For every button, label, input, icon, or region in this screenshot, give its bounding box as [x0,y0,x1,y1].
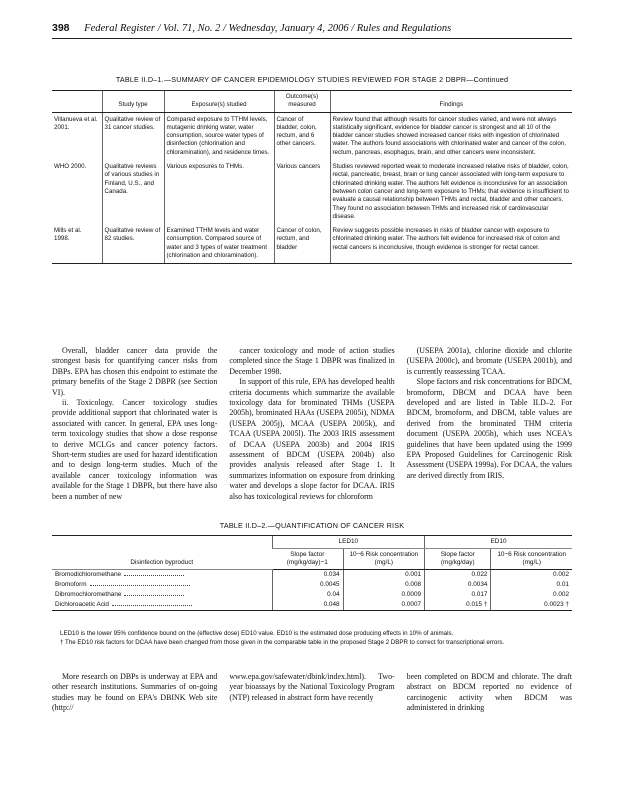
table1 [52,90,572,264]
table2-caption: TABLE II.D–2.—QUANTIFICATION OF CANCER RISK [219,521,405,530]
study-findings: Review suggests possible increases in risks of bladder cancer with exposure to chlorinated drinking water. The authors felt evidence for increased risk of colon and rectal cancers is inconclusive, though evidence is stronger for rectal cancer. [330,224,572,264]
paragraph: been completed on BDCM and chlorate. The draft abstract on BDCM reported no evidence of carcinogenic activity when BDCM was administered in drinking [406,672,572,713]
paragraph: In support of this rule, EPA has developed health criteria documents which summarize the available toxicology data for brominated THMs (USEPA 2005h), brominated HAAs (USEPA 2005i), NDMA (USEPA 2005j), MCAA (USEPA 2005k), and TCAA (USEPA 2005l). The 2003 IRIS assessment of DCAA (USEPA 2003b) and 2004 IRIS assessment of BDCM (USEPA 2004b) also provides analysis released after Stage 1. It summarizes information on exposure from drinking water and develops a slope factor for DCAA. IRIS also has toxicological reviews for chloroform [229,377,395,501]
slope-led: 0.034 [272,570,343,581]
paragraph: More research on DBPs is underway at EPA and other research institutions. Summaries of on-going studies may be found on EPA's DBINK Web site (http:// [52,672,218,713]
table1-header-outcome: Outcome(s) measured [274,91,330,113]
paragraph: ii. Toxicology. Cancer toxicology studies provide additional support that chlorinated water is associated with cancer. In general, EPA uses long-term toxicology studies that show a dose response to derive MCLGs and cancer potency factors. Short-term studies are used for hazard identification and to design long-term studies. Much of the available cancer toxicology information was available for the Stage 1 DBPR, but there have also been a number of new [52,398,218,501]
page-number: 398 [52,22,70,34]
continuation-column-2 [229,672,394,714]
study-findings: Review found that although results for cancer studies varied, and were not always statistically significant, evidence for bladder cancer is strongest and all 10 of the bladder cancer studies showed increased cancer risks with ingestion of chlorinated water. The authors found associations with chlorinated water and cancer of the colon, rectum, pancreas, esophagus, brain, and other cancers were inconsistent. [330,112,572,160]
slope-ed: 0.0034 [425,580,491,590]
table-row [52,570,572,581]
table2-header-risk-ed: 10−6 Risk concentration (mg/L) [491,549,572,570]
risk-led: 0.0007 [343,600,425,611]
table2-header-slope-ed: Slope factor (mg/kg/day) [425,549,491,570]
page-header [52,22,572,34]
risk-ed: 0.0023 † [491,600,572,611]
slope-led: 0.04 [272,590,343,600]
body-column-1 [52,346,217,502]
table2-header-risk-led: 10−6 Risk concentration (mg/L) [343,549,425,570]
study-outcome: Various cancers [274,160,330,224]
slope-ed: 0.017 [425,590,491,600]
table-row [52,224,572,264]
continuation-column-3 [407,672,572,714]
risk-ed: 0.002 [491,590,572,600]
table1-header-exposure: Exposure(s) studied [164,91,274,113]
footnote: LED10 is the lower 95% confidence bound on the (effective dose) ED10 value. ED10 is the estimated dose producing effects in 10% of animals. [60,630,454,637]
slope-ed: 0.022 [425,570,491,581]
paragraph: Slope factors and risk concentrations for BDCM, bromoform, DBCM and DCAA have been developed and are listed in Table II.D–2. For BDCM, bromoform, and DBCM, table values are derived from the brominated THM criteria document (USEPA 2005h), which uses NCEA's guidelines that have been updated using the 1999 EPA Proposed Guidelines for Carcinogenic Risk Assessment (USEPA 1999a). For DCAA, the values are derived directly from IRIS. [406,377,572,480]
study-type: Qualitative review of 31 cancer studies. [102,112,164,160]
body-column-2 [229,346,394,502]
table2-group-ed10: ED10 [425,536,572,549]
risk-led: 0.0009 [343,590,425,600]
header-rule [52,38,572,39]
risk-ed: 0.002 [491,570,572,581]
slope-led: 0.048 [272,600,343,611]
byproduct-name: Dibromochloromethane [52,590,272,600]
table-row [52,112,572,160]
table2 [52,535,572,611]
study-exposure: Examined TTHM levels and water consumption. Compared source of water and 3 types of water treatment (chlorination and chloramination). [164,224,274,264]
table1-caption: TABLE II.D–1.—SUMMARY OF CANCER EPIDEMIOLOGY STUDIES REVIEWED FOR STAGE 2 DBPR—Continued [115,75,509,84]
byproduct-name: Bromoform [52,580,272,590]
slope-ed: 0.015 † [425,600,491,611]
study-type: Qualitative reviews of various studies in Finland, U.S., and Canada. [102,160,164,224]
study-reference: Villanueva et al. 2001. [54,115,98,131]
byproduct-name: Dichloroacetic Acid [52,600,272,611]
study-exposure: Compared exposure to TTHM levels, mutagenic drinking water, water consumption, source water types of disinfection (chlorination and chloramination), and residence times. [164,112,274,160]
table1-header-findings: Findings [330,91,572,113]
study-type: Qualitative review of 82 studies. [102,224,164,264]
table-row [52,600,572,611]
table2-header-slope-led: Slope factor (mg/kg/day)−1 [272,549,343,570]
body-text [52,346,572,502]
paragraph: Overall, bladder cancer data provide the strongest basis for quantifying cancer risks from DBPs. EPA has chosen this endpoint to estimate the primary benefits of the Stage 2 DBPR (see Section VI). [52,346,218,397]
table-row [52,590,572,600]
table-row [52,580,572,590]
study-findings: Studies reviewed reported weak to moderate increased relative risks of bladder, colon, rectal, pancreatic, breast, brain or lung cancer associated with long-term exposure to chlorinated drinking water. The authors felt evidence is inconclusive for an association between colon cancer and long-term exposure to THMs; that evidence is insufficient to evaluate a causal relationship between THMs and rectal, bladder and other cancers. They found no association between THMs and increased risk of cardiovascular disease. [330,160,572,224]
risk-led: 0.001 [343,570,425,581]
body-column-3 [407,346,572,502]
risk-ed: 0.01 [491,580,572,590]
table2-group-led10: LED10 [272,536,425,549]
paragraph: (USEPA 2001a), chlorine dioxide and chlorite (USEPA 2000c), and bromate (USEPA 2001b), and is currently reassessing TCAA. [406,346,572,376]
study-reference: Mills et al. 1998. [52,224,102,264]
paragraph: cancer toxicology and mode of action studies completed since the Stage 1 DBPR was finalized in December 1998. [229,346,395,376]
slope-led: 0.0045 [272,580,343,590]
table1-header-ref [52,91,102,113]
paragraph: www.epa.gov/safewater/dbink/index.html). Two-year bioassays by the National Toxicology Program (NTP) released in abstract form have recently [229,672,395,702]
table2-header-product: Disinfection byproduct [52,536,272,570]
table2-footnotes [52,630,572,648]
study-reference: WHO 2000. [54,163,87,171]
running-head: Federal Register / Vol. 71, No. 2 / Wednesday, January 4, 2006 / Rules and Regulations [84,23,452,34]
footnote: † The ED10 risk factors for DCAA have been changed from those given in the comparable table in the proposed Stage 2 DBPR to correct for transcriptional errors. [60,639,505,647]
study-exposure: Various exposures to THMs. [164,160,274,224]
continuation-text [52,672,572,714]
byproduct-name: Bromodichloromethane [52,570,272,581]
study-outcome: Cancer of colon, rectum, and bladder [274,224,330,264]
table1-header-type: Study type [102,91,164,113]
study-outcome: Cancer of bladder, colon, rectum, and 6 other cancers. [274,112,330,160]
continuation-column-1 [52,672,217,714]
table-row [52,160,572,224]
risk-led: 0.008 [343,580,425,590]
